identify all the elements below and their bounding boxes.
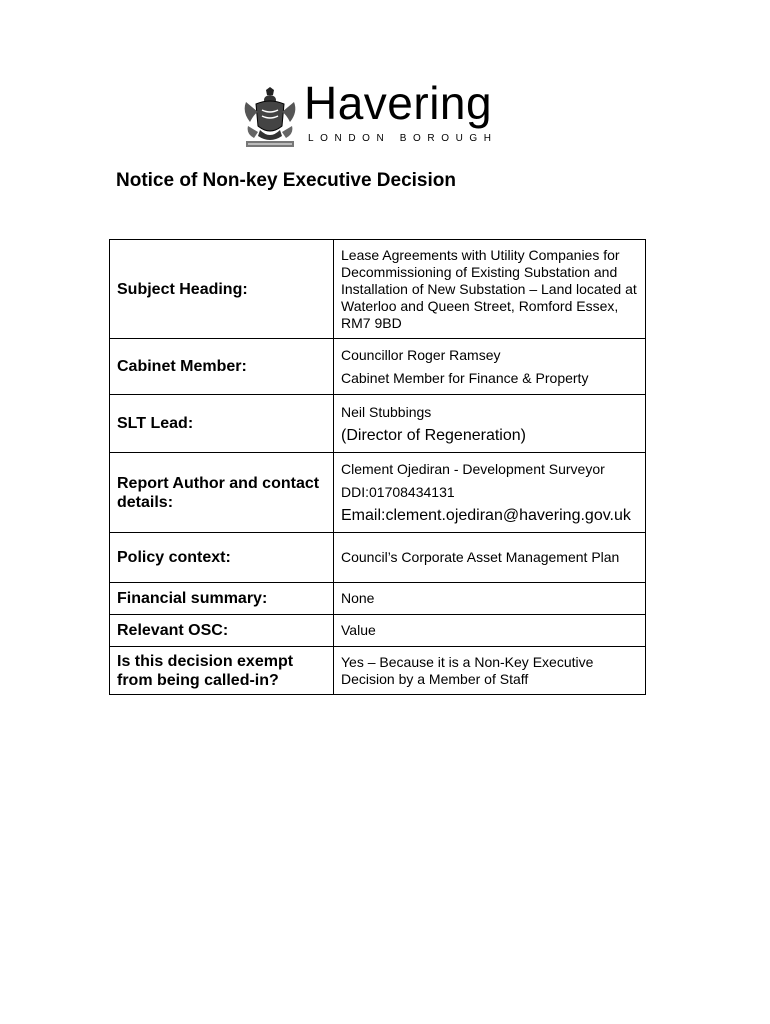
slt-lead-role: (Director of Regeneration) <box>341 426 526 444</box>
slt-lead-name: Neil Stubbings <box>341 403 432 420</box>
havering-logo <box>242 77 532 152</box>
table-row <box>110 240 646 339</box>
row-label-financial-summary: Financial summary: <box>110 583 334 615</box>
row-label-subject-heading: Subject Heading: <box>110 240 334 339</box>
row-value-report-author <box>334 453 646 533</box>
table-row <box>110 395 646 453</box>
row-label-policy-context: Policy context: <box>110 533 334 583</box>
row-value-financial-summary <box>334 583 646 615</box>
table-row <box>110 533 646 583</box>
row-label-cabinet-member: Cabinet Member: <box>110 339 334 395</box>
relevant-osc-text: Value <box>341 622 376 638</box>
financial-summary-text: None <box>341 590 375 606</box>
subject-heading-text: Lease Agreements with Utility Companies for Decommissioning of Existing Substation and Installation of New Substation – Land located at Waterloo and Queen Street, Romford Essex, RM7 9BD <box>341 246 637 331</box>
report-author-name: Clement Ojediran - Development Surveyor <box>341 461 605 477</box>
table-row <box>110 583 646 615</box>
row-label-call-in-exempt: Is this decision exempt from being called-in? <box>110 647 334 695</box>
row-value-subject-heading <box>334 240 646 339</box>
borough-crest-icon <box>242 86 298 152</box>
cabinet-member-name: Councillor Roger Ramsey <box>341 346 501 363</box>
table-row <box>110 339 646 395</box>
row-label-relevant-osc: Relevant OSC: <box>110 615 334 647</box>
table-row <box>110 647 646 695</box>
row-value-relevant-osc <box>334 615 646 647</box>
logo-wordmark: Havering <box>304 77 493 129</box>
policy-context-text: Council’s Corporate Asset Management Plan <box>341 549 620 565</box>
decision-details-table <box>109 239 646 695</box>
row-value-cabinet-member <box>334 339 646 395</box>
row-label-slt-lead: SLT Lead: <box>110 395 334 453</box>
row-value-slt-lead <box>334 395 646 453</box>
row-label-report-author: Report Author and contact details: <box>110 453 334 533</box>
table-row <box>110 453 646 533</box>
logo-subtitle: LONDON BOROUGH <box>308 133 498 144</box>
report-author-email: Email:clement.ojediran@havering.gov.uk <box>341 507 631 524</box>
row-value-policy-context <box>334 533 646 583</box>
table-row <box>110 615 646 647</box>
cabinet-member-role: Cabinet Member for Finance & Property <box>341 369 589 386</box>
page-title: Notice of Non-key Executive Decision <box>116 170 456 191</box>
row-value-call-in-exempt <box>334 647 646 695</box>
report-author-phone: DDI:01708434131 <box>341 484 455 500</box>
call-in-exempt-text: Yes – Because it is a Non-Key Executive Decision by a Member of Staff <box>341 653 594 687</box>
